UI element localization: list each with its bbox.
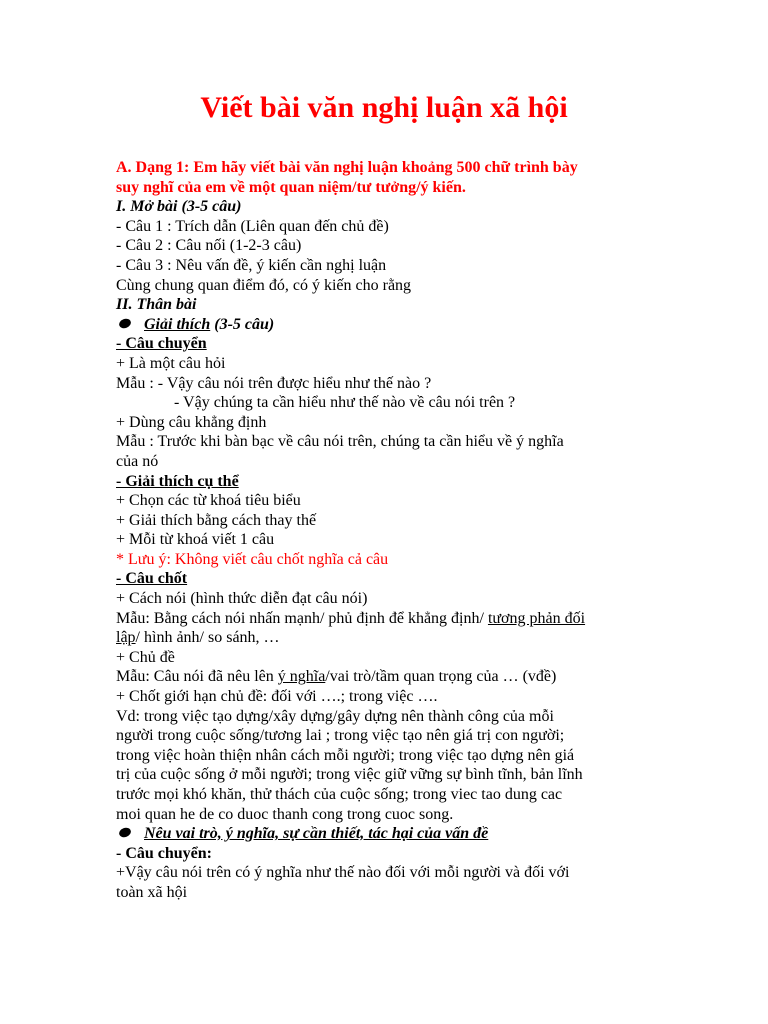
conclude-line: [116, 628, 676, 648]
task-line-2: suy nghĩ của em về một quan niệm/tư tưởng/ý kiến.: [116, 178, 466, 196]
conclude-line: + Chủ đề: [116, 648, 175, 666]
conclude-line: trong việc hoàn thiện nhân cách mỗi người; trong việc tạo dựng nên giá: [116, 746, 575, 764]
specific-note: * Lưu ý: Không viết câu chốt nghĩa cả câu: [116, 550, 389, 568]
specific-line: + Mỗi từ khoá viết 1 câu: [116, 531, 275, 549]
bullet-icon: [116, 315, 144, 335]
explain-bullet: [116, 315, 676, 335]
transition-line: + Là một câu hỏi: [116, 354, 226, 372]
conclude-line: trị của cuộc sống ở mỗi người; trong việc giữ vững sự bình tĩnh, bản lĩnh: [116, 766, 583, 784]
body-heading: II. Thân bài: [116, 296, 197, 314]
conclude-underlined: ý nghĩa: [277, 668, 326, 686]
explain-suffix: (3-5 câu): [210, 315, 275, 333]
conclude-underlined: lập: [116, 629, 136, 647]
transition-line: - Vậy chúng ta cần hiểu như thế nào về câu nói trên ?: [174, 394, 516, 412]
specific-line: + Chọn các từ khoá tiêu biểu: [116, 492, 301, 510]
conclude-line: [116, 609, 676, 629]
conclude-line: + Cách nói (hình thức diễn đạt câu nói): [116, 590, 368, 608]
role-heading: - Câu chuyển:: [116, 844, 213, 862]
conclude-text: /vai trò/tầm quan trọng của … (vđề): [325, 668, 557, 686]
role-line: +Vậy câu nói trên có ý nghĩa như thế nào đối với mỗi người và đối với: [116, 864, 570, 882]
intro-item: - Câu 2 : Câu nối (1-2-3 câu): [116, 237, 302, 255]
transition-heading: - Câu chuyển: [116, 335, 207, 353]
task-line-1: A. Dạng 1: Em hãy viết bài văn nghị luận khoảng 500 chữ trình bày: [116, 159, 578, 176]
explain-label: Giải thích: [144, 315, 211, 333]
intro-item: - Câu 1 : Trích dẫn (Liên quan đến chủ đề): [116, 217, 389, 235]
specific-line: + Giải thích bằng cách thay thế: [116, 511, 317, 529]
transition-line: Mẫu : - Vậy câu nói trên được hiểu như thế nào ?: [116, 374, 432, 392]
role-bullet: [116, 824, 676, 844]
transition-line: của nó: [116, 452, 159, 470]
intro-item: - Câu 3 : Nêu vấn đề, ý kiến cần nghị luận: [116, 256, 387, 274]
intro-item: Cùng chung quan điểm đó, có ý kiến cho rằng: [116, 276, 412, 294]
conclude-line: + Chốt giới hạn chủ đề: đối với ….; trong việc ….: [116, 688, 438, 706]
conclude-line: [116, 667, 676, 687]
role-line: toàn xã hội: [116, 883, 188, 901]
conclude-line: người trong cuộc sống/tương lai ; trong việc tạo nên giá trị con người;: [116, 727, 565, 745]
conclude-text: Mẫu: Câu nói đã nêu lên: [116, 668, 278, 686]
specific-heading: - Giải thích cụ thể: [116, 472, 239, 490]
conclude-heading: - Câu chốt: [116, 570, 188, 588]
intro-heading: I. Mở bài (3-5 câu): [116, 198, 242, 216]
conclude-line: trước mọi khó khăn, thử thách của cuộc sống; trong viec tao dung cac: [116, 786, 563, 803]
document-title: Viết bài văn nghị luận xã hội: [200, 91, 568, 124]
transition-line: + Dùng câu khẳng định: [116, 413, 267, 431]
conclude-line: moi quan he de co duoc thanh cong trong cuoc song.: [116, 805, 454, 823]
document-body: [116, 158, 676, 903]
role-label: Nêu vai trò, ý nghĩa, sự cần thiết, tác hại của vấn đề: [144, 825, 489, 843]
conclude-text: Mẫu: Bằng cách nói nhấn mạnh/ phủ định để khẳng định/: [116, 609, 488, 627]
conclude-text: / hình ảnh/ so sánh, …: [135, 629, 280, 647]
transition-line: Mẫu : Trước khi bàn bạc về câu nói trên, chúng ta cần hiểu về ý nghĩa: [116, 433, 564, 451]
conclude-underlined: tương phản đối: [487, 609, 586, 627]
bullet-icon: [116, 824, 144, 844]
conclude-line: Vd: trong việc tạo dựng/xây dựng/gây dựng nên thành công của mỗi: [116, 707, 554, 725]
